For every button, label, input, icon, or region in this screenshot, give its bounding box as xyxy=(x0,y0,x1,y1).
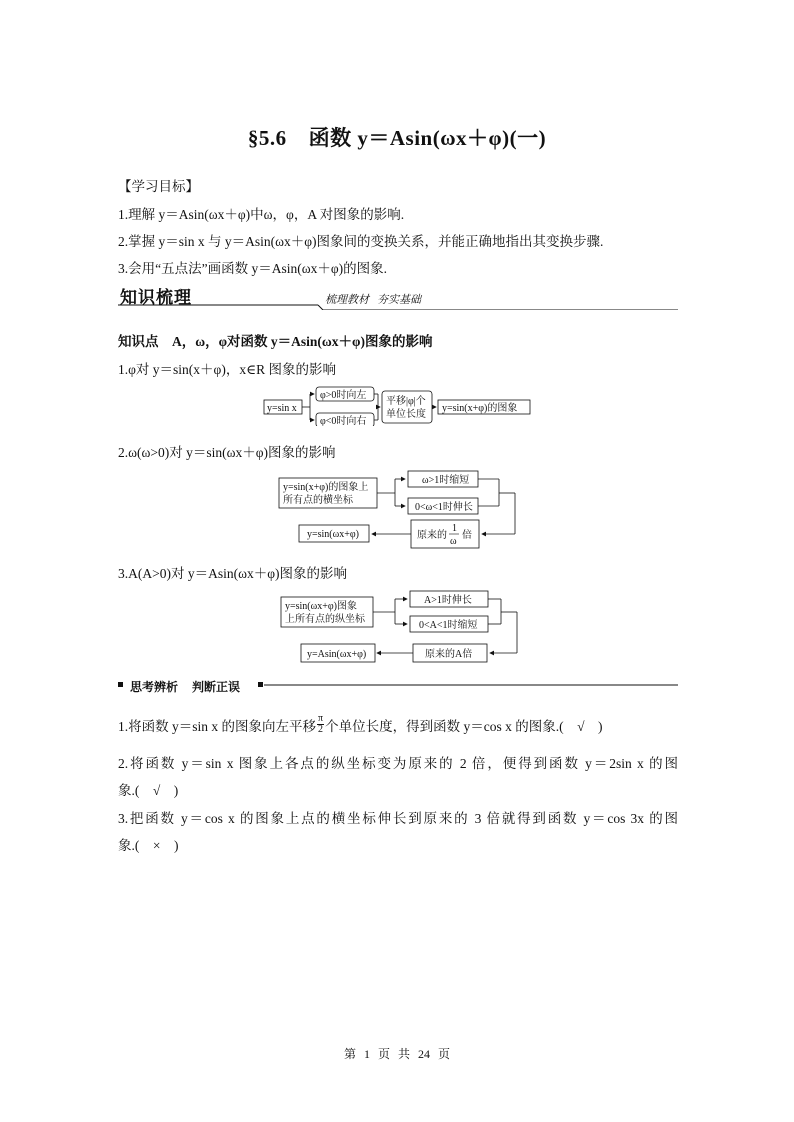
d3-cond2: 0<A<1时缩短 xyxy=(419,620,478,631)
knowledge-item-1: 1.φ对 y＝sin(x＋φ)，x∈R 图象的影响 xyxy=(118,362,336,377)
d1-start: y=sin x xyxy=(267,403,297,414)
pi-over-2-fraction xyxy=(317,714,324,735)
d1-end: y=sin(x+φ)的图象 xyxy=(442,403,518,414)
d2-cond1: ω>1时缩短 xyxy=(422,475,470,486)
goal-item-3: 3.会用“五点法”画函数 y＝Asin(ωx＋φ)的图象. xyxy=(118,261,388,276)
d2-factor-num: 1 xyxy=(452,523,457,534)
judge-q3-line1: 3.把函数 y＝cos x 的图象上点的横坐标伸长到原来的 3 倍就得到函数 y＝cos 3x 的图 xyxy=(118,811,678,826)
footer-d: 页 xyxy=(438,1047,451,1061)
title-text: 函数 y＝Asin(ωx＋φ)(一) xyxy=(308,126,547,150)
d3-end: y=Asin(ωx+φ) xyxy=(307,649,367,660)
knowledge-heading: 知识点 A，ω，φ对函数 y＝Asin(ωx＋φ)图象的影响 xyxy=(118,334,433,349)
frac-den: 2 xyxy=(318,724,324,736)
d2-start-1: y=sin(x+φ)的图象上 xyxy=(283,482,369,493)
think-label xyxy=(130,678,246,695)
footer-page: 1 xyxy=(363,1047,370,1061)
section-sub-1: 梳理教材 xyxy=(325,293,369,306)
section-number: §5.6 xyxy=(247,126,287,150)
goal-item-1: 1.理解 y＝Asin(ωx＋φ)中ω，φ，A 对图象的影响. xyxy=(118,207,405,222)
d1-mid-1: 平移|φ|个 xyxy=(386,396,426,407)
think-label-1: 思考辨析 xyxy=(130,680,179,694)
goals-header: 【学习目标】 xyxy=(118,179,199,194)
d1-cond1: φ>0时向左 xyxy=(320,390,367,401)
footer-total: 24 xyxy=(418,1047,431,1061)
judge-q1-post: 个单位长度，得到函数 y＝cos x 的图象.( √ ) xyxy=(325,719,603,734)
d1-mid-2: 单位长度 xyxy=(386,409,426,420)
d3-start-1: y=sin(ωx+φ)图象 xyxy=(285,601,357,612)
footer-c: 共 xyxy=(398,1047,411,1061)
d3-start-2: 上所有点的纵坐标 xyxy=(285,614,365,625)
d2-factor-prefix: 原来的 xyxy=(417,530,447,541)
d2-end: y=sin(ωx+φ) xyxy=(307,529,359,540)
footer-a: 第 xyxy=(343,1047,356,1061)
judge-q1 xyxy=(118,715,602,738)
judge-q2-line1: 2.将函数 y＝sin x 图象上各点的纵坐标变为原来的 2 倍，便得到函数 y＝2sin x 的图 xyxy=(118,756,678,771)
section-title: 知识梳理 xyxy=(120,288,192,308)
phi-shift-diagram xyxy=(262,386,532,426)
goal-item-2: 2.掌握 y＝sin x 与 y＝Asin(ωx＋φ)图象间的变换关系，并能正确地指出其变换步骤. xyxy=(118,234,604,249)
section-subtitle xyxy=(325,291,429,307)
page-title xyxy=(0,122,794,152)
d3-factor: 原来的A倍 xyxy=(425,649,473,660)
page-footer xyxy=(0,1045,794,1062)
section-sub-2: 夯实基础 xyxy=(377,293,421,306)
knowledge-item-3: 3.A(A>0)对 y＝Asin(ωx＋φ)图象的影响 xyxy=(118,566,348,581)
judge-q3-line2: 象.( × ) xyxy=(118,838,179,853)
footer-b: 页 xyxy=(377,1047,390,1061)
judge-q1-pre: 1.将函数 y＝sin x 的图象向左平移 xyxy=(118,719,317,734)
think-label-2: 判断正误 xyxy=(192,680,241,694)
omega-scale-diagram xyxy=(277,468,522,550)
judge-q2-line2: 象.( √ ) xyxy=(118,783,179,798)
d1-cond2: φ<0时向右 xyxy=(320,416,367,426)
d2-cond2: 0<ω<1时伸长 xyxy=(415,502,473,513)
d2-start-2: 所有点的横坐标 xyxy=(283,495,353,506)
d2-factor-den: ω xyxy=(450,536,457,547)
d3-cond1: A>1时伸长 xyxy=(424,595,472,606)
knowledge-item-2: 2.ω(ω>0)对 y＝sin(ωx＋φ)图象的影响 xyxy=(118,445,336,460)
frac-num: π xyxy=(318,713,324,725)
d2-factor-suffix: 倍 xyxy=(462,530,472,541)
amplitude-scale-diagram xyxy=(279,588,524,666)
